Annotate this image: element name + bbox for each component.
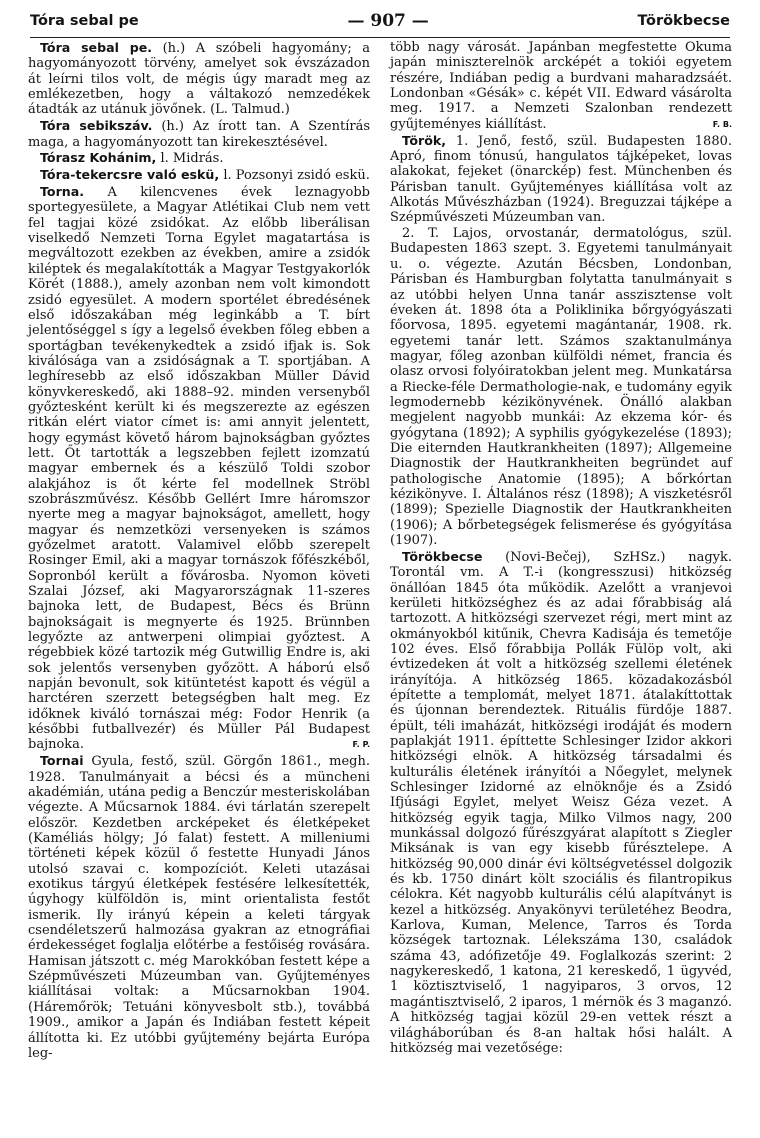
entry-headword: Tórasz Kohánim, (40, 150, 157, 166)
running-header (30, 8, 730, 34)
entry-headword: Törökbecse (402, 548, 483, 564)
entry-headword: Tóra sebal pe. (40, 40, 153, 55)
entry-text: l. Midrás. (156, 151, 224, 167)
header-left-term: Tóra sebal pe (30, 13, 139, 29)
entry-headword: Tóra-tekercsre való eskü, (40, 167, 220, 183)
right-column (390, 40, 732, 1057)
header-rule (30, 37, 730, 38)
entry-text: Gyula, festő, szül. Görgőn 1861., megh. 1928. Tanulmányait a bécsi és a müncheni akadémián, utána pedig a Benczúr mesteriskolában végezte. A Műcsarnok 1884. évi tárlatán szerepelt először. Kezdetben arcképeket és életképeket (Kaméliás hölgy; Jó falat) festett. A milleniumi történeti képek közül ő festette Hunyadi János utolsó szavai c. kompozíciót. Keleti utazásai exotikus tárgyú életképek festésére lelkesítették, úgyhogy külföldön is, mint orientalista festőt ismerik. Ily irányú képein a keleti tárgyak csendéletszerű halmozása gyakran az etnográfiai érdekességet foglalja előtérbe a festőiség rovására. Hamisan játszott c. még Marokkóban festett képe a Szépművészeti Múzeumban van. Gyűjteményes kiállításai voltak: a Műcsarnokban 1904. (Háremőrök; Tetuáni könyvesbolt stb.), továbbá 1909., amikor a Japán és Indiában festett képeit állította ki. Ez utóbbi gyűjtemény bejárta Európa leg- (28, 754, 370, 1061)
left-column-entry (28, 40, 370, 118)
entry-text: A kilencvenes évek leznagyobb sportegyesülete, a Magyar Atlétikai Club nem vett fel tagjai közé zsidókat. Az előbb liberálisan viselkedő Nemzeti Torna Egylet magatartása is megváltozott ezekben az években, amire a zsidók kiléptek és megalakították a Magyar Testgyakorlók Körét (1888.), amely azonban nem volt kimondott zsidó egyesület. A modern sportélet ébredésének első időszakában még leginkább a T. bírt jelentőséggel s így a legelső években főleg ebben a sportágban tevékenykedtek a zsidó ifjak is. Sok kiválósága van a zsidóságnak a T. sportjában. A leghíresebb az első időszakban Müller Dávid könyvkereskedő, aki 1888–92. minden versenyből győztesként került ki és megszerezte az egészen ritkán elért viator címet is: ami annyit jelentett, hogy egymást követő három bajnokságban győztes lett. Őt tartották a legszebben fejlett izomzatú magyar embernek és a készülő Toldi szobor alakjához is őt kérte fel modellnek Ströbl szobrászművész. Később Gellért Imre háromszor nyerte meg a magyar bajnokságot, amellett, hogy magyar és nemzetközi versenyeken is számos győzelmet aratott. Valamivel előbb szerepelt Rosinger Emil, aki a magyar tornászok főfészkéből, Sopronból került a fővárosba. Nyomon követi Szalai József, aki Magyarországnak 11-szeres bajnoka lett, de Budapest, Bécs és Brünn bajnokságait is megnyerte és 1925. Brünnben legyőzte az antwerpeni olimpiai győztest. A régebbiek közé tartozik még Gutwillig Endre is, aki sok jelentős versenyben győzött. A háború első napján bevonult, sok kitüntetést kapott és végül a harctéren szerzett betegségben halt meg. Ez időknek kiváló tornászai még: Fodor Henrik (a későbbi futballvezér) és Müller Pál Budapest bajnoka. (28, 185, 370, 753)
entry-text: (h.) Az írott tan. A Szentírás maga, a hagyományozott tan kirekesztésével. (28, 119, 370, 150)
left-column-entry (28, 167, 370, 183)
header-right-term: Törökbecse (637, 13, 730, 29)
entry-text: l. Pozsonyi zsidó eskü. (219, 168, 370, 184)
entry-headword: Tornai (40, 753, 84, 769)
left-column-entry (28, 150, 370, 166)
right-column-entry (390, 40, 732, 132)
author-signature: F. B. (712, 119, 732, 129)
entry-text: 2. T. Lajos, orvostanár, dermatológus, szül. Budapesten 1863 szept. 3. Egyetemi tanulmányait u. o. végezte. Azután Bécsben, Londonban, Párisban és Hamburgban folytatta tanulmányait s az utóbbi helyen Unna tanár asszisztense volt éveken át. 1898 óta a Poliklinika bőrgyógyászati főorvosa, 1895. egyetemi magántanár, 1908. rk. egyetemi tanár lett. Számos szaktanulmánya magyar, főleg azonban külföldi német, francia és olasz orvosi folyóiratokban jelent meg. Munkatársa a Riecke-féle Dermathologie-nak, e tudomány egyik legmodernebb kézikönyvének. Önálló alakban megjelent nagyobb munkái: Az ekzema kór- és gyógytana (1892); A syphilis gyógykezelése (1893); Die eiternden Hautkrankheiten (1897); Allgemeine Diagnostik der Hautkrankheiten begründet auf pathologische Anatomie (1895); A bőrkórtan kézikönyve. I. Általános rész (1898); A viszketésről (1899); Spezielle Diagnostik der Hautkrankheiten (1906); A bőrbetegségek felismerése és gyógyítása (1907). (390, 226, 732, 548)
entry-headword: Török, (402, 132, 447, 148)
entry-headword: Tóra sebikszáv. (40, 118, 153, 134)
right-column-entry (390, 133, 732, 226)
page-number: — 907 — (347, 11, 429, 31)
entry-text: (Novi-Bečej), SzHSz.) nagyk. Torontál vm. A T.-i (kongresszusi) hitközség önállóan 1845 óta működik. Azelőtt a vranjevoi kerületi hitközséghez és az adai főrabbiság alá tartozott. A hitközségi szervezet régi, mert mint az okmányokból kitűnik, Chevra Kadisája és temetője 102 éves. Első főrabbija Pollák Fülöp volt, aki évtizedeken át volt a hitközség szellemi életének irányítója. A hitközség 1865. közadakozásból építette a templomát, melyet 1871. átalakíttottak és újonnan berendeztek. Rituális fürdője 1887. épült, téli imaházát, hitközségi irodáját és modern paplakját 1911. építtette Schlesinger Izidor akkori hitközségi elnök. A hitközség társadalmi és kulturális életének irányítói a Nőegylet, melynek Schlesinger Izidorné az elnöknője és a Zsidó Ifjúsági Egylet, melyet Weisz Géza vezet. A hitközség egyik tagja, Milko Vilmos nagy, 200 munkással dolgozó fűrészgyárat alapított s Ziegler Miksának is van egy kisebb fűrésztelepe. A hitközség 90,000 dinár évi költségvetéssel dolgozik és kb. 1750 dinárt költ szociális és filantropikus célokra. Két nagyobb kulturális célú alapítványt is kezel a hitközség. Anyakönyvi területéhez Beodra, Karlova, Kuman, Melence, Tarros és Torda községek tartoznak. Lélekszáma 130, családok száma 43, adófizetője 49. Foglalkozás szerint: 2 nagykereskedő, 1 katona, 21 kereskedő, 1 ügyvéd, 1 köztisztviselő, 1 nagyiparos, 3 orvos, 12 magántisztviselő, 2 iparos, 1 mérnök és 3 maganzó. A hitközség tagjai közül 29-en vettek részt a világháborúban és 8-an haltak hősi halált. A hitközség mai vezetősége: (390, 549, 732, 1056)
left-column-entry (28, 118, 370, 150)
entry-text: (h.) A szóbeli hagyomány; a hagyományozott törvény, amelyet sok évszázadon át leírni tilos volt, de mégis úgy maradt meg az emlékezetben, hogy a váltakozó nemzedékek átadták az utánuk jövőnek. (L. Talmud.) (28, 41, 370, 118)
right-column-entry (390, 226, 732, 548)
left-column-entry (28, 184, 370, 753)
entry-text: több nagy városát. Japánban megfestette Okuma japán miniszterelnök arcképét a tokiói egyetem részére, Indiában pedig a burdvani maharadzsáét. Londonban «Gésák» c. képét VII. Edward vásárolta meg. 1917. a Nemzeti Szalonban rendezett gyűjteményes kiállítást. (390, 40, 732, 132)
left-column-entry (28, 753, 370, 1061)
entry-headword: Torna. (40, 184, 85, 200)
right-column-entry (390, 549, 732, 1056)
entry-text: 1. Jenő, festő, szül. Budapesten 1880. Apró, finom tónusú, hangulatos tájképeket, lovas alakokat, fejeket (önarckép) fest. Münchenben és Párisban tanult. Gyűjteményes kiállítása volt az Alkotás Művészházban (1924). Breguzzai tájképe a Szépművészeti Múzeumban van. (390, 133, 732, 226)
author-signature: F. P. (352, 740, 370, 750)
left-column (28, 40, 370, 1062)
